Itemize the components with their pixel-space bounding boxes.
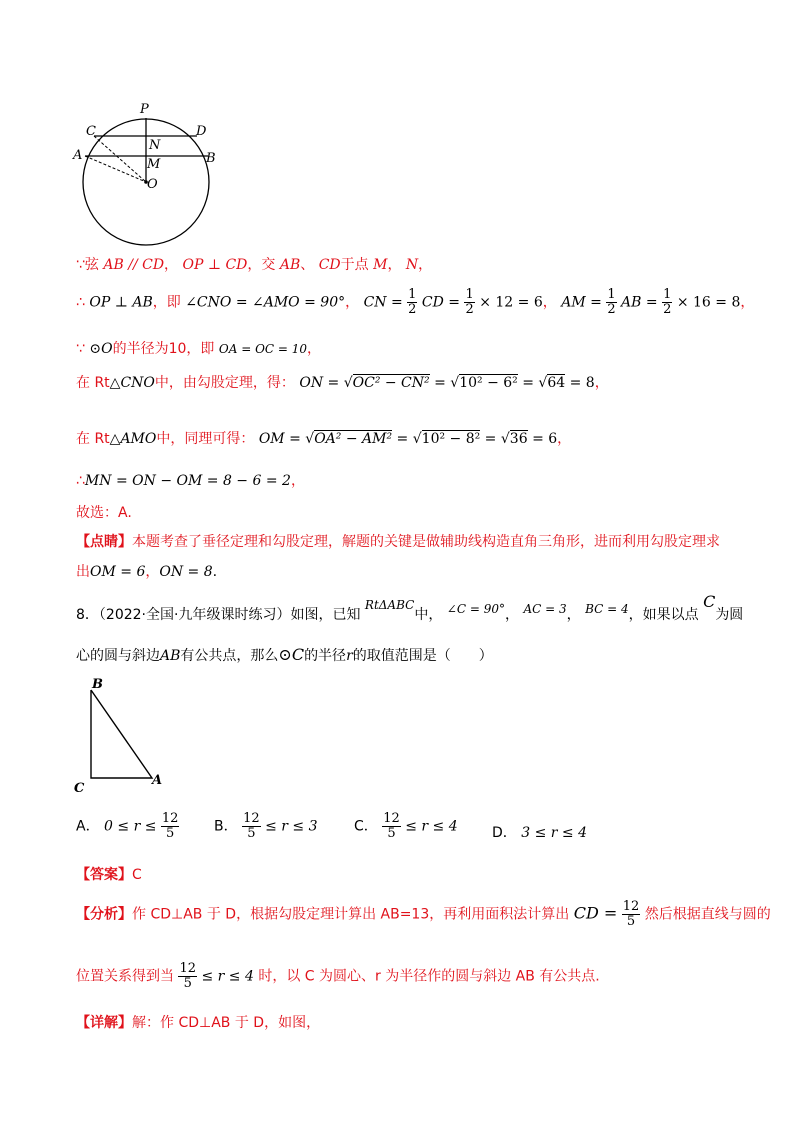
label-a: A xyxy=(73,148,83,163)
question-8-line-2: 心的圆与斜边AB有公共点，那么⊙C的半径r的取值范围是（ ） xyxy=(76,645,493,664)
label-d: D xyxy=(196,124,207,139)
option-c[interactable]: C． $\frac{12}{5}$ ≤ r ≤ 4 xyxy=(354,811,458,841)
solution-line-2: ∴ OP ⊥ AB，即 ∠CNO = ∠AMO = 90°， CN = $\frac{1}{2}$ CD = $\frac{1}{2}$ × 12 = 6， AM = $\frac{1}{2}$ AB = $\frac{1}{2}$ × 16 = 8， xyxy=(76,287,755,317)
question-8-line-1: 8．（2022·全国·九年级课时练习）如图，已知 RtΔABC中， ∠C = 90°， AC = 3， BC = 4，如果以点 C为圆 xyxy=(76,592,744,623)
solution-line-6: ∴MN = ON − OM = 8 − 6 = 2， xyxy=(76,473,305,489)
solution-choice: 故选：A. xyxy=(76,505,132,521)
solution-line-3: ∵ ⊙O的半径为10，即 OA = OC = 10， xyxy=(76,341,322,357)
circle-figure xyxy=(68,96,218,266)
label-c2: C xyxy=(74,781,85,796)
label-c: C xyxy=(86,124,96,139)
label-n: N xyxy=(149,138,161,153)
analysis-line-2: 位置关系得到当 $\frac{12}{5}$ ≤ r ≤ 4 时，以 C 为圆心、r 为半径作的圆与斜边 AB 有公共点. xyxy=(76,961,600,991)
solution-line-1: ∵弦 AB // CD， OP ⊥ CD，交 AB、 CD于点 M， N， xyxy=(76,257,433,273)
label-a2: A xyxy=(152,773,163,788)
answer-line: 【答案】C xyxy=(76,867,142,883)
review-line-1: 【点睛】本题考查了垂径定理和勾股定理，解题的关键是做辅助线构造直角三角形，进而利用勾股定理求 xyxy=(76,534,720,550)
option-a[interactable]: A． 0 ≤ r ≤ $\frac{12}{5}$ xyxy=(76,811,179,841)
label-o: O xyxy=(147,177,158,192)
label-b2: B xyxy=(92,677,103,692)
label-m: M xyxy=(147,157,161,172)
detail-line: 【详解】解：作 CD⊥AB 于 D，如图， xyxy=(76,1015,321,1031)
solution-line-5: 在 Rt△AMO中，同理可得： OM = √OA² − AM² = √10² − 8² = √36 = 6， xyxy=(76,431,572,447)
solution-line-4: 在 Rt△CNO中，由勾股定理，得： ON = √OC² − CN² = √10² − 6² = √64 = 8， xyxy=(76,375,609,391)
label-b: B xyxy=(206,151,216,166)
option-b[interactable]: B． $\frac{12}{5}$ ≤ r ≤ 3 xyxy=(214,811,318,841)
analysis-line-1: 【分析】作 CD⊥AB 于 D，根据勾股定理计算出 AB=13，再利用面积法计算出 CD = $\frac{12}{5}$ 然后根据直线与圆的 xyxy=(76,899,771,929)
review-line-2: 出OM = 6，ON = 8. xyxy=(76,564,218,580)
triangle-figure xyxy=(70,672,170,797)
option-d[interactable]: D． 3 ≤ r ≤ 4 xyxy=(492,825,588,841)
label-p: P xyxy=(140,102,149,117)
